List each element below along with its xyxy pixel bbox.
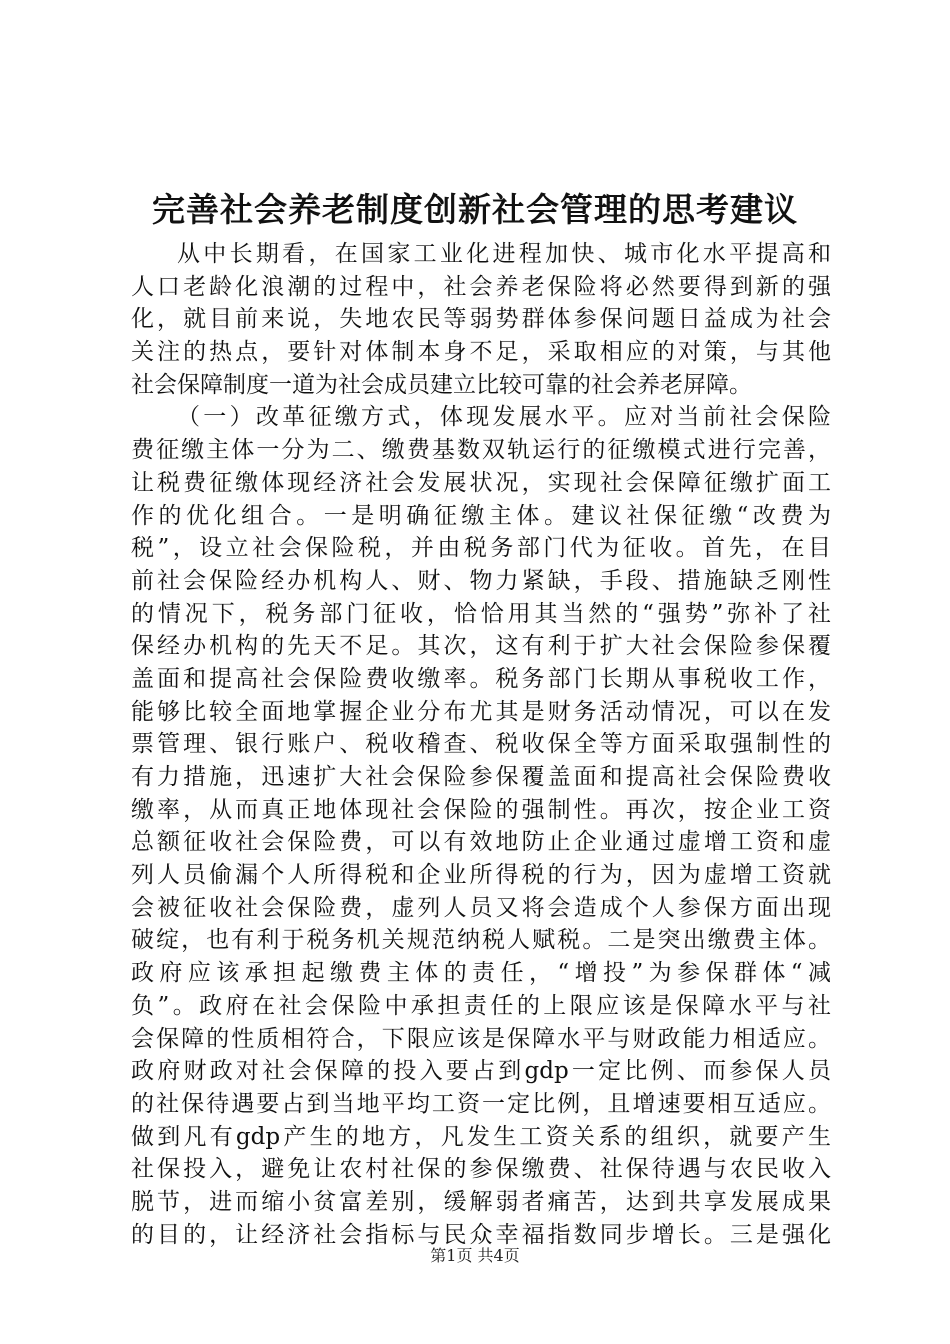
text-line: 作的优化组合。一是明确征缴主体。建议社保征缴“改费为 — [131, 502, 831, 529]
text-line: 政府应该承担起缴费主体的责任，“增投”为参保群体“减 — [131, 960, 831, 987]
text-line: 的目的，让经济社会指标与民众幸福指数同步增长。三是强化 — [131, 1221, 831, 1248]
text-line: 让税费征缴体现经济社会发展状况，实现社会保障征缴扩面工 — [131, 469, 831, 496]
text-line: 化，就目前来说，失地农民等弱势群体参保问题日益成为社会 — [131, 306, 831, 333]
text-line: 关注的热点，要针对体制本身不足，采取相应的对策，与其他 — [131, 339, 831, 366]
page-number-footer: 第1页 共4页 — [430, 1246, 520, 1265]
text-line: 破绽，也有利于税务机关规范纳税人赋税。二是突出缴费主体。 — [131, 927, 831, 954]
text-line: 的社保待遇要占到当地平均工资一定比例，且增速要相互适应。 — [131, 1090, 831, 1117]
text-line: （一）改革征缴方式，体现发展水平。应对当前社会保险 — [177, 404, 831, 431]
text-line: 税”，设立社会保险税，并由税务部门代为征收。首先，在目 — [131, 535, 831, 562]
document-body — [131, 238, 831, 1251]
text-line: 的情况下，税务部门征收，恰恰用其当然的“强势”弥补了社 — [131, 600, 831, 627]
text-line: 盖面和提高社会保险费收缴率。税务部门长期从事税收工作， — [131, 665, 831, 692]
text-line: 脱节，进而缩小贫富差别，缓解弱者痛苦，达到共享发展成果 — [131, 1188, 831, 1215]
text-line: 前社会保险经办机构人、财、物力紧缺，手段、措施缺乏刚性 — [131, 567, 831, 594]
text-line: 人口老龄化浪潮的过程中，社会养老保险将必然要得到新的强 — [131, 273, 831, 300]
text-line: 有力措施，迅速扩大社会保险参保覆盖面和提高社会保险费收 — [131, 764, 831, 790]
text-line: 会被征收社会保险费，虚列人员又将会造成个人参保方面出现 — [131, 894, 831, 921]
text-line: 社保投入，避免让农村社保的参保缴费、社保待遇与农民收入 — [131, 1156, 831, 1183]
text-line: 做到凡有gdp产生的地方，凡发生工资关系的组织，就要产生 — [131, 1123, 831, 1150]
text-line: 票管理、银行账户、税收稽查、税收保全等方面采取强制性的 — [131, 731, 831, 758]
text-line: 能够比较全面地掌握企业分布尤其是财务活动情况，可以在发 — [131, 698, 831, 725]
document-title: 完善社会养老制度创新社会管理的思考建议 — [152, 190, 798, 229]
text-line: 列人员偷漏个人所得税和企业所得税的行为，因为虚增工资就 — [131, 862, 831, 889]
text-line: 缴率，从而真正地体现社会保险的强制性。再次，按企业工资 — [131, 796, 831, 823]
text-line: 从中长期看，在国家工业化进程加快、城市化水平提高和 — [177, 241, 831, 267]
text-line: 总额征收社会保险费，可以有效地防止企业通过虚增工资和虚 — [131, 829, 831, 856]
text-line: 会保障的性质相符合，下限应该是保障水平与财政能力相适应。 — [131, 1025, 831, 1052]
text-line: 政府财政对社会保障的投入要占到gdp一定比例、而参保人员 — [131, 1058, 831, 1085]
text-line: 社会保障制度一道为社会成员建立比较可靠的社会养老屏障。 — [131, 371, 752, 398]
text-line: 负”。政府在社会保险中承担责任的上限应该是保障水平与社 — [131, 992, 831, 1019]
text-line: 费征缴主体一分为二、缴费基数双轨运行的征缴模式进行完善， — [131, 437, 831, 464]
text-line: 保经办机构的先天不足。其次，这有利于扩大社会保险参保覆 — [131, 633, 831, 660]
